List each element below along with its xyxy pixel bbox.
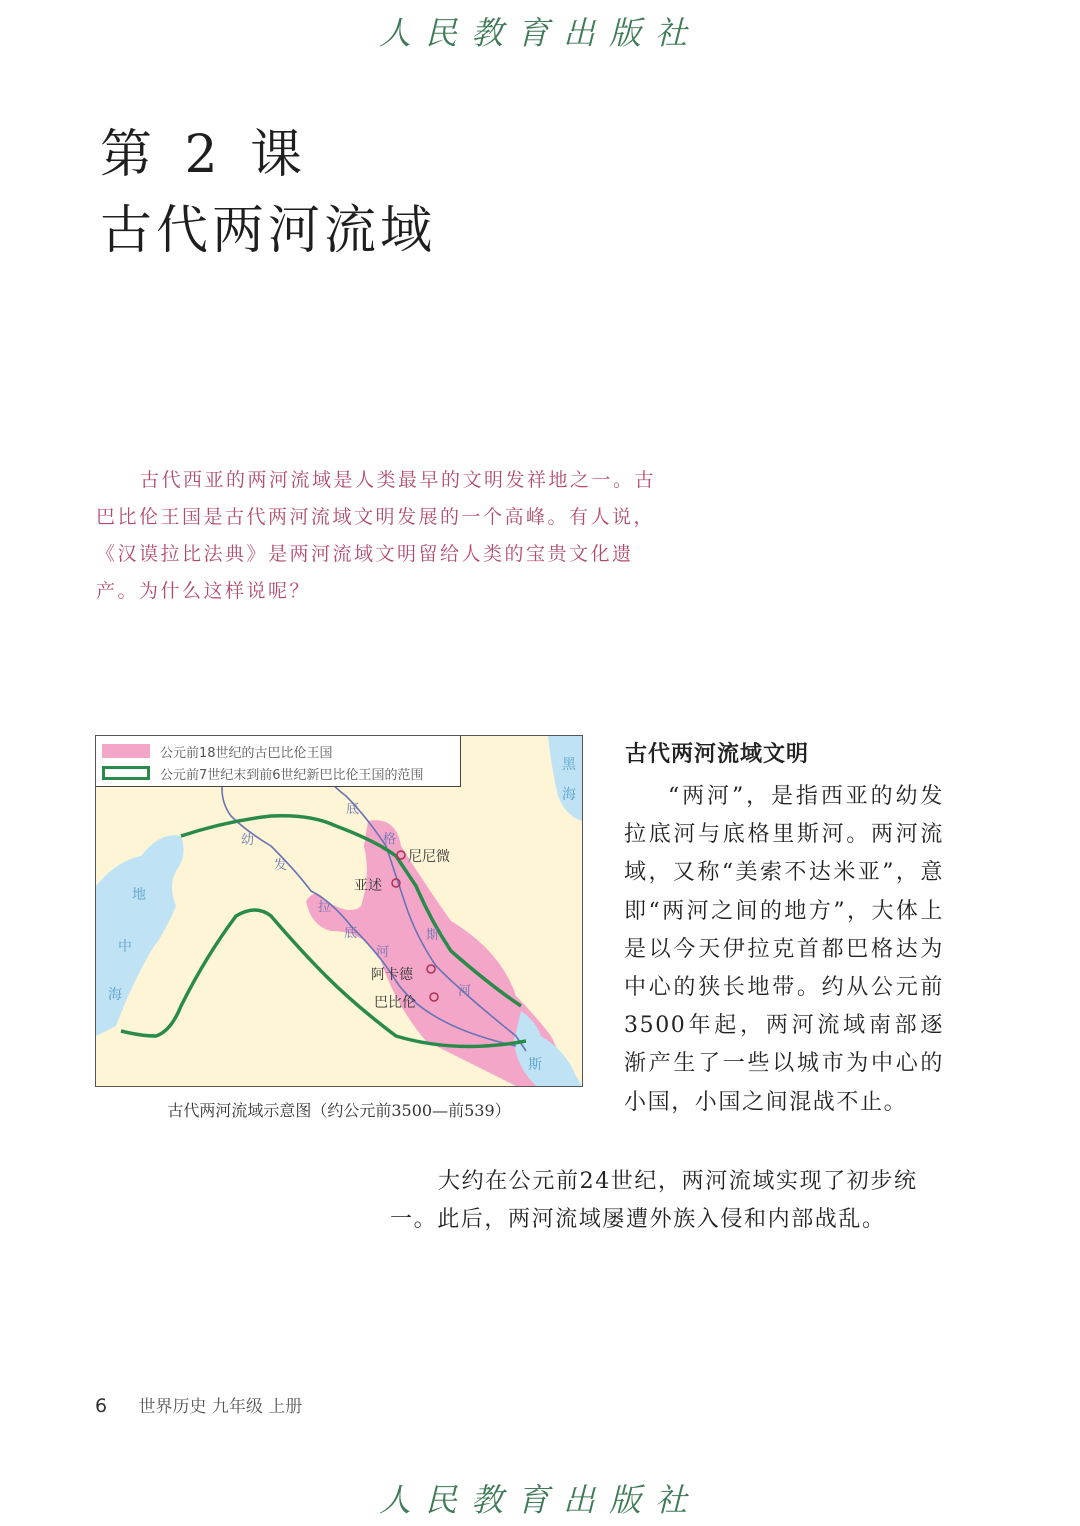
lesson-number: 第 2 课 <box>100 125 311 185</box>
book-title: 世界历史 九年级 上册 <box>138 1397 303 1417</box>
publisher-logo-top: 人民教育出版社 <box>378 14 701 52</box>
city-babylon: 巴比伦 <box>374 995 416 1011</box>
city-assyria: 亚述 <box>354 878 382 894</box>
city-akkad: 阿卡德 <box>371 967 413 983</box>
river-label: 斯 <box>426 928 440 943</box>
river-label: 格 <box>383 832 397 847</box>
page-number: 6 <box>95 1395 108 1417</box>
legend-item-old-babylon: 公元前18世纪的古巴比伦王国 <box>102 742 333 760</box>
sea-label: 黑 <box>562 757 576 773</box>
lesson-title: 古代两河流域 <box>100 201 437 261</box>
body-paragraph-2: 大约在公元前24世纪，两河流域实现了初步统一。此后，两河流域屡遭外族入侵和内部战乱。 <box>390 1169 918 1232</box>
publisher-logo-bottom: 人民教育出版社 <box>378 1481 701 1519</box>
body-paragraph-1: “两河”，是指西亚的幼发拉底河与底格里斯河。两河流域，又称“美索不达米亚”，意即“两河之间的地方”，大体上是以今天伊拉克首都巴格达为中心的狭长地带。约从公元前3500年起，两河流域南部逐渐产生了一些以城市为中心的小国，小国之间混战不止。 <box>624 784 944 1115</box>
map-caption: 古代两河流域示意图（约公元前3500—前539） <box>167 1101 511 1120</box>
section-heading: 古代两河流域文明 <box>625 742 810 767</box>
river-label: 拉 <box>318 900 332 915</box>
pink-swatch-icon <box>102 744 150 758</box>
river-label: 幼 <box>241 833 255 848</box>
sea-label: 海 <box>108 987 122 1003</box>
map-legend <box>96 736 461 787</box>
sea-label: 地 <box>132 887 146 903</box>
river-label: 河 <box>376 945 390 960</box>
sea-label: 中 <box>118 939 132 955</box>
sea-label: 斯 <box>528 1057 542 1073</box>
city-nineveh: 尼尼微 <box>408 849 450 865</box>
river-label: 底 <box>344 926 358 941</box>
green-outline-swatch-icon <box>102 766 150 780</box>
river-label: 河 <box>458 984 472 999</box>
page-footer <box>95 1392 302 1417</box>
sea-label: 海 <box>562 787 576 803</box>
mesopotamia-map <box>95 735 583 1087</box>
river-label: 底 <box>346 802 360 817</box>
river-label: 发 <box>274 858 288 873</box>
map-graphic <box>96 736 582 1086</box>
legend-item-neo-babylon: 公元前7世纪末到前6世纪新巴比伦王国的范围 <box>102 764 424 782</box>
intro-paragraph: 古代西亚的两河流域是人类最早的文明发祥地之一。古巴比伦王国是古代两河流域文明发展的一个高峰。有人说，《汉谟拉比法典》是两河流域文明留给人类的宝贵文化遗产。为什么这样说呢？ <box>96 469 657 602</box>
